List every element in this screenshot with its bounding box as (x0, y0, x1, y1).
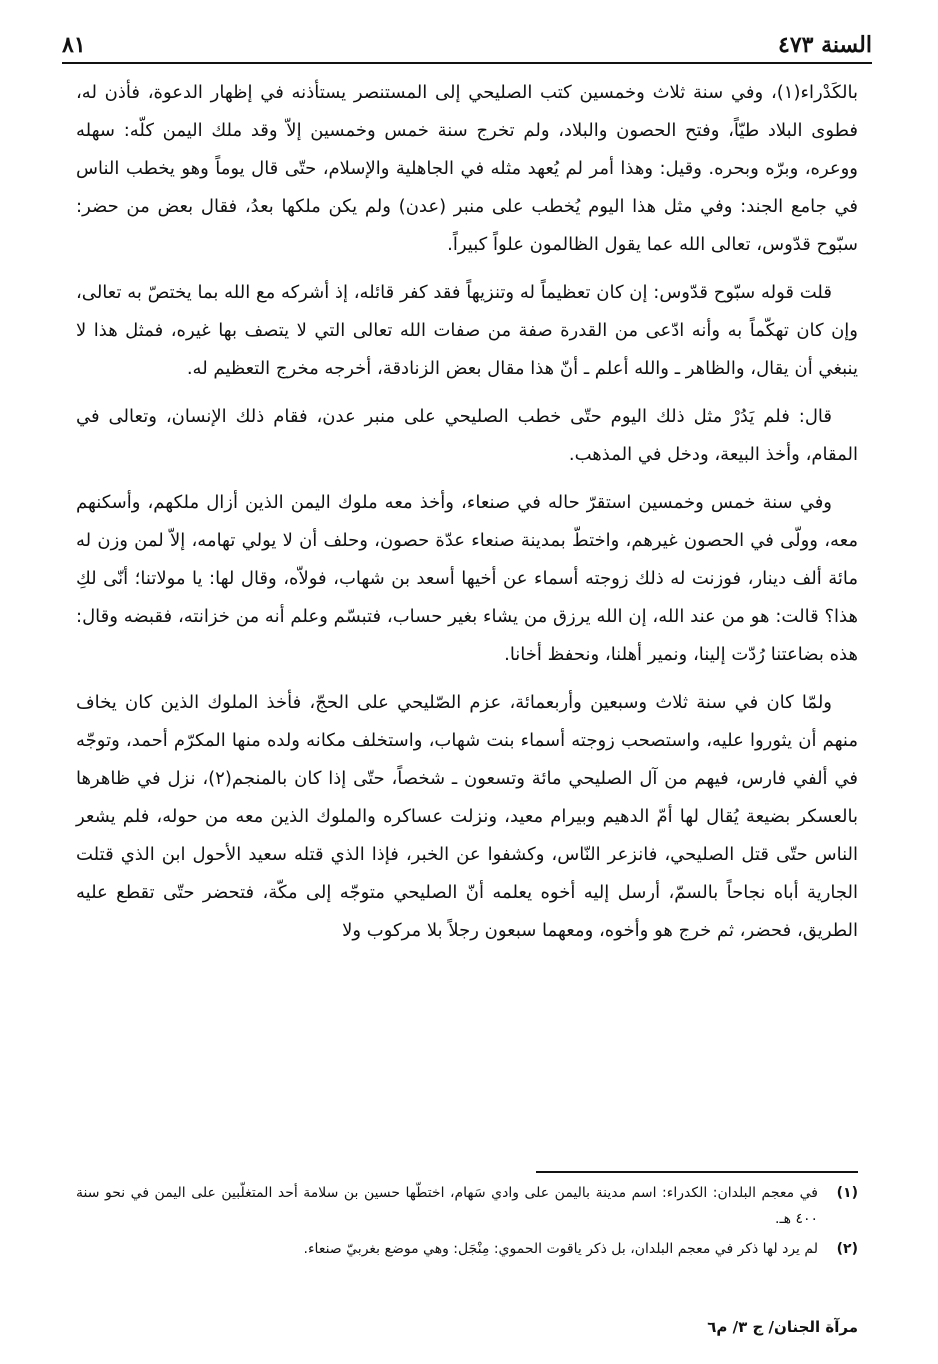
body-text (76, 74, 858, 960)
paragraph: بالكَدْراء(١)، وفي سنة ثلاث وخمسين كتب الصليحي إلى المستنصر يستأذنه في إظهار الدعوة، فأذن له، فطوى البلاد طيّاً، وفتح الحصون والبلاد، ولم تخرج سنة خمس وخمسين إلاّ وقد ملك اليمن كلّه: سهله ووعره، وبرّه وبحره. وقيل: وهذا أمر لم يُعهد مثله في الجاهلية والإسلام، حتّى قال يوماً وهو يخطب الناس في جامع الجند: وفي مثل هذا اليوم يُخطب على منبر (عدن) ولم يكن ملكها بعدُ، فقال بعض من حضر: سبّوح قدّوس، تعالى الله عما يقول الظالمون علواً كبيراً. (76, 82, 858, 255)
header-rule (62, 62, 872, 64)
printer-signature: مرآة الجنان/ ج ٣/ م٦ (707, 1318, 858, 1336)
footnote-number: (١) (836, 1185, 858, 1201)
footnote-text: لم يرد لها ذكر في معجم البلدان، بل ذكر ياقوت الحموي: مِنْجَل: وهي موضع بغربيّ صنعاء. (303, 1241, 818, 1257)
paragraph: ولمّا كان في سنة ثلاث وسبعين وأربعمائة، عزم الصّليحي على الحجّ، فأخذ الملوك الذين كان يخاف منهم أن يثوروا عليه، واستصحب زوجته أسماء بنت شهاب، واستخلف مكانه ولده منها المكرّم أحمد، وتوجّه في ألفي فارس، فيهم من آل الصليحي مائة وتسعون ـ شخصاً، حتّى إذا كان بالمنجم(٢)، نزل في ظاهرها بالعسكر بضيعة يُقال لها أمّ الدهيم وبيرام معيد، ونزلت عساكره والملوك الذين معه من حوله، فلم يشعر الناس حتّى قتل الصليحي، فانزعر النّاس، وكشفوا عن الخبر، فإذا الذي قتله سعيد الأحول ابن الذي قتلت الجارية أباه نجاحاً بالسمّ، أرسل إليه أخوه يعلمه أنّ الصليحي متوجّه إلى مكّة، فتحضر حتّى تقطع عليه الطريق، فحضر، ثم خرج هو وأخوه، ومعهما سبعون رجلاً بلا مركوب ولا (76, 692, 858, 941)
footnotes (76, 1180, 858, 1266)
footnote (76, 1236, 858, 1262)
footnote-number: (٢) (836, 1241, 858, 1257)
footnote-rule (536, 1171, 858, 1173)
page-number: ٨١ (62, 32, 86, 58)
paragraph: قلت قوله سبّوح قدّوس: إن كان تعظيماً له وتنزيهاً فقد كفر قائله، إذ أشركه مع الله بما يختصّ به تعالى، وإن كان تهكّماً به وأنه ادّعى من القدرة صفة من صفات الله تعالى التي لا يتصف بها غيره، فمثل هذا لا ينبغي أن يقال، والظاهر ـ والله أعلم ـ أنّ هذا مقال بعض الزنادقة، أخرجه مخرج التعظيم له. (76, 282, 858, 379)
footnote-text: في معجم البلدان: الكدراء: اسم مدينة باليمن على وادي سَهام، اختطّها حسين بن سلامة أحد المتغلّبين على اليمن في نحو سنة ٤٠٠ هـ. (76, 1185, 818, 1227)
running-title: السنة ٤٧٣ (778, 32, 872, 58)
running-header (62, 24, 872, 58)
paragraph: قال: فلم يَدُرْ مثل ذلك اليوم حتّى خطب الصليحي على منبر عدن، فقام ذلك الإنسان، وتعالى في المقام، وأخذ البيعة، ودخل في المذهب. (76, 406, 858, 465)
footnote (76, 1180, 858, 1232)
paragraph: وفي سنة خمس وخمسين استقرّ حاله في صنعاء، وأخذ معه ملوك اليمن الذين أزال ملكهم، وأسكنهم معه، وولّى في الحصون غيرهم، واختطّ بمدينة صنعاء عدّة حصون، وحلف أن لا يولي تهامه، إلاّ لمن وزن له مائة ألف دينار، فوزنت له ذلك زوجته أسماء عن أخيها أسعد بن شهاب، فولاّه، وقال لها: يا مولاتنا؛ أنّى لكِ هذا؟ قالت: هو من عند الله، إن الله يرزق من يشاء بغير حساب، فتبسّم وعلم أنه من خزانته، فقبضه وقال: هذه بضاعتنا رُدّت إلينا، ونمير أهلنا، ونحفظ أخانا. (76, 492, 858, 665)
